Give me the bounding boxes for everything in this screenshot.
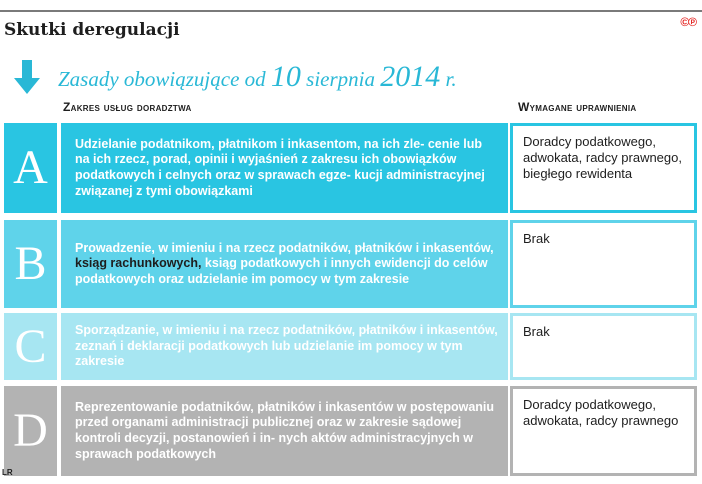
row-c-requirement: Brak (513, 316, 694, 377)
row-b-desc-post: ksiąg podatkowych i innych ewidencji do celów podatkowych oraz udzielanie im pomocy w tym zakresie (75, 256, 488, 286)
row-b-desc-pre: Prowadzenie, w imieniu i na rzecz podatników, płatników i inkasentów, (75, 240, 494, 255)
row-c-letter: C (14, 319, 47, 373)
subtitle (58, 60, 457, 94)
page-title: Skutki deregulacji (4, 20, 180, 40)
row-b-desc-highlight: ksiąg rachunkowych, (75, 256, 202, 271)
footer-mark: LR (2, 468, 13, 477)
row-a (4, 123, 697, 213)
row-d-requirement-box (510, 386, 697, 476)
row-b-letter: B (14, 237, 47, 290)
row-d-desc-box (61, 386, 508, 476)
row-b-desc-box (61, 220, 508, 308)
row-d-requirement: Doradcy podatkowego, adwokata, radcy prawnego (513, 389, 694, 473)
subtitle-post: r. (440, 67, 457, 91)
row-a-requirement: Doradcy podatkowego, adwokata, radcy prawnego, biegłego rewidenta (513, 126, 694, 210)
row-a-letter-box (4, 123, 57, 213)
subtitle-day: 10 (270, 60, 301, 93)
row-b-requirement: Brak (513, 223, 694, 305)
column-header-scope: Zakres usług doradztwa (63, 100, 192, 114)
row-b-requirement-box (510, 220, 697, 308)
row-a-letter: A (13, 141, 48, 194)
row-c-letter-box (4, 313, 57, 380)
row-c-requirement-box (510, 313, 697, 380)
row-a-description: Udzielanie podatnikom, płatnikom i inkasentom, na ich zle- cenie lub na ich rzecz, porad, opinii i wyjaśnień z zakresu ich obowiązków podatkowych i celnych oraz w sprawach egze- kucji administracyjnej związanej z tymi obowiązkami (75, 136, 485, 198)
top-rule (0, 10, 702, 12)
row-b (4, 220, 697, 308)
row-d (4, 386, 697, 476)
arrow-down-icon (14, 60, 40, 94)
column-header-requirements: Wymagane uprawnienia (518, 100, 637, 114)
row-d-description: Reprezentowanie podatników, płatników i inkasentów w postępowaniu przed organami administracji publicznej oraz w zakresie sądowej kontroli decyzji, postanowień i in- nych aktów administracyjnych w sprawach podatkowych (75, 399, 495, 461)
row-a-desc-box (61, 123, 508, 213)
copyright-mark: ©℗ (680, 15, 696, 29)
row-d-letter-box (4, 386, 57, 476)
row-c-desc-box (61, 313, 508, 380)
subtitle-mid: sierpnia (300, 67, 381, 91)
row-c (4, 313, 697, 380)
row-d-letter: D (13, 404, 48, 457)
row-b-letter-box (4, 220, 57, 308)
subtitle-pre: Zasady obowiązujące od (58, 67, 271, 91)
row-a-requirement-box (510, 123, 697, 213)
row-c-description: Sporządzanie, w imieniu i na rzecz podatników, płatników i inkasentów, zeznań i deklaracji podatkowych lub udzielanie im pomocy w tym zakresie (75, 323, 498, 369)
subtitle-year: 2014 (380, 60, 441, 93)
row-b-description (75, 241, 498, 288)
